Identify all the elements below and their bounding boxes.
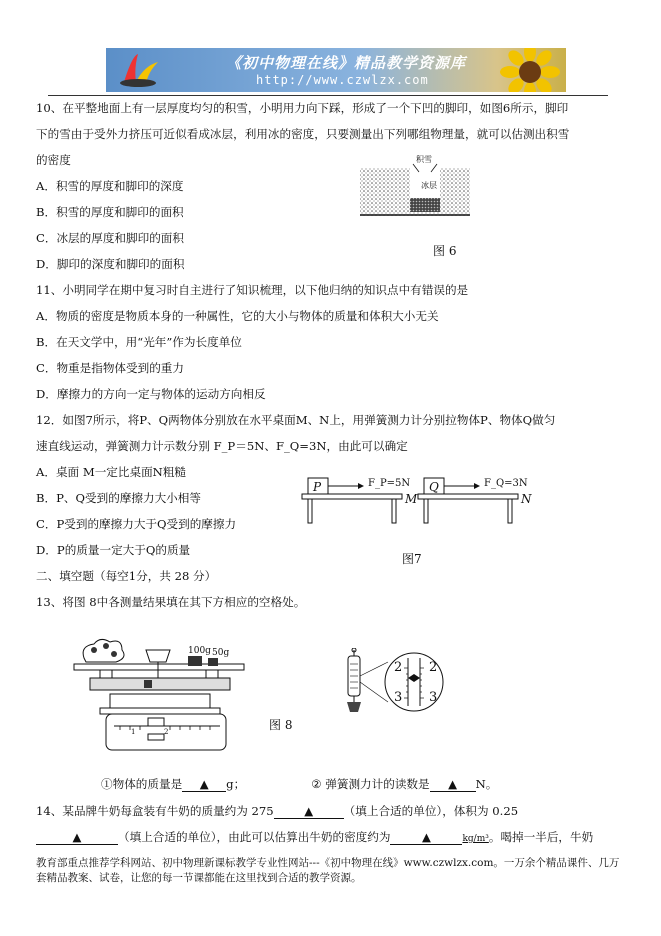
header-rule (48, 95, 608, 96)
q13-answer2-unit: N。 (475, 777, 498, 791)
figure-8-spring-3-right: 3 (429, 690, 438, 705)
q11-stem: 11、小明同学在期中复习时自主进行了知识梳理，以下他归纳的知识点中有错误的是 (36, 283, 469, 297)
q12-option-b: B．P、Q受到的摩擦力大小相等 (36, 491, 201, 505)
site-logo-icon (114, 52, 164, 88)
q14-blank-volume-unit[interactable]: ▲ (36, 830, 118, 845)
figure-8-caption: 图 8 (269, 718, 293, 732)
figure-7-n-label: N (521, 492, 532, 506)
q12-stem-line1: 12．如图7所示，将P、Q两物体分别放在水平桌面M、N上，用弹簧测力计分别拉物体P、物体Q做匀 (36, 413, 556, 427)
figure-7-q-label: Q (429, 480, 439, 494)
q10-stem-line3: 的密度 (36, 153, 71, 167)
banner-url: http://www.czwlzx.com (256, 73, 429, 87)
footer-line1: 教育部重点推荐学科网站、初中物理新课标教学专业性网站---《初中物理在线》www.czwlzx.com。一万余个精品课件、几万 (36, 857, 620, 869)
q14-blank-mass-unit[interactable]: ▲ (274, 804, 344, 819)
q10-option-a: A．积雪的厚度和脚印的深度 (36, 179, 184, 193)
q13-answer2-prefix: ② 弹簧测力计的读数是 (311, 777, 430, 791)
figure-7-fq-label: F_Q=3N (484, 478, 528, 489)
q10-stem-line2: 下的雪由于受外力挤压可近似看成冰层，利用冰的密度，只要测量出下列哪组物理量，就可以估测出积雪 (36, 127, 570, 141)
q13-answer2-blank[interactable]: ▲ (430, 777, 476, 792)
sunflower-icon (500, 48, 560, 92)
q13-answer1-prefix: ①物体的质量是 (101, 777, 183, 791)
figure-7-fp-label: F_P=5N (368, 478, 411, 489)
q11-option-c: C．物重是指物体受到的重力 (36, 361, 184, 375)
q11-option-a: A．物质的密度是物质本身的一种属性，它的大小与物体的质量和体积大小无关 (36, 309, 439, 323)
figure-8-spring-scale (336, 648, 448, 718)
q11-option-b: B．在天文学中，用“光年”作为长度单位 (36, 335, 242, 349)
figure-6-label-snow: 积雪 (416, 155, 432, 164)
page-footer (36, 856, 626, 886)
q12-option-a: A．桌面 M一定比桌面N粗糙 (36, 465, 187, 479)
figure-7-m-label: M (405, 492, 418, 506)
figure-8-ruler-2: 2 (164, 728, 169, 736)
q14-line1-prefix: 14、某品牌牛奶每盒装有牛奶的质量约为 275 (36, 804, 274, 818)
figure-8-spring-2-left: 2 (394, 660, 403, 675)
q14-line2 (36, 830, 593, 846)
header-banner (106, 48, 566, 92)
figure-7-caption: 图7 (402, 552, 422, 566)
q14-line2-suffix: 。喝掉一半后，牛奶 (488, 830, 594, 844)
q10-stem-line1: 10、在平整地面上有一层厚度均匀的积雪，小明用力向下踩，形成了一个下凹的脚印，如图6所示，脚印 (36, 101, 569, 115)
q12-option-d: D．P的质量一定大于Q的质量 (36, 543, 191, 557)
figure-6-snow-footprint (355, 158, 475, 218)
q10-option-d: D．脚印的深度和脚印的面积 (36, 257, 185, 271)
q13-answer1-blank[interactable]: ▲ (182, 777, 226, 792)
figure-8-ruler-1: 1 (131, 728, 136, 736)
q11-option-d: D．摩擦力的方向一定与物体的运动方向相反 (36, 387, 266, 401)
banner-title: 《初中物理在线》精品教学资源库 (226, 54, 467, 72)
section-2-heading: 二、填空题（每空1分，共 28 分） (36, 569, 217, 583)
footer-line2: 套精品教案、试卷，让您的每一节课都能在这里找到合适的教学资源。 (36, 872, 362, 884)
figure-8-spring-3-left: 3 (394, 690, 403, 705)
q14-line2-mid: （填上合适的单位），由此可以估算出牛奶的密度约为 (118, 830, 391, 844)
q14-line1 (36, 804, 518, 819)
q13-stem: 13、将图 8中各测量结果填在其下方相应的空格处。 (36, 595, 306, 609)
q13-answer1-unit: g； (226, 777, 246, 791)
figure-8-weight-50g: 50g (212, 648, 230, 658)
figure-8-weight-100g: 100g (188, 646, 211, 656)
q13-answer-row (101, 777, 497, 792)
figure-6-label-ice: 冰层 (421, 181, 437, 190)
q14-density-unit: kg/m³ (462, 834, 489, 844)
q12-option-c: C．P受到的摩擦力大于Q受到的摩擦力 (36, 517, 237, 531)
figure-7-p-label: P (313, 480, 322, 494)
q14-blank-density[interactable]: ▲ (390, 830, 462, 845)
q14-line1-suffix: （填上合适的单位），体积为 0.25 (343, 804, 519, 818)
q10-option-c: C．冰层的厚度和脚印的面积 (36, 231, 184, 245)
figure-6-caption: 图 6 (433, 244, 457, 258)
q12-stem-line2: 速直线运动，弹簧测力计示数分别 F_P＝5N、F_Q=3N，由此可以确定 (36, 439, 408, 453)
figure-8-spring-2-right: 2 (429, 660, 438, 675)
q10-option-b: B．积雪的厚度和脚印的面积 (36, 205, 184, 219)
